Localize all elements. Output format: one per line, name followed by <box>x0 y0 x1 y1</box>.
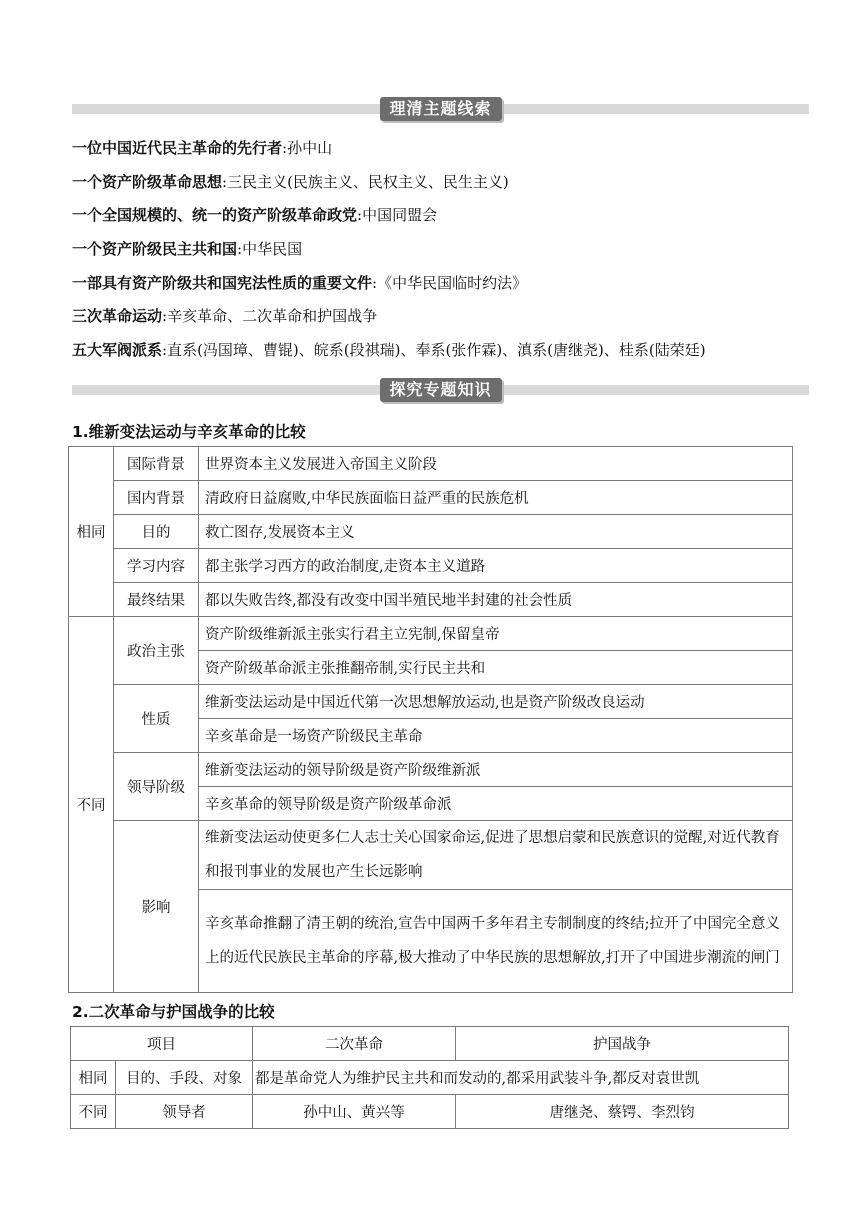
table-row <box>69 617 793 651</box>
row-text: 维新变法运动是中国近代第一次思想解放运动,也是资产阶级改良运动 <box>199 685 793 719</box>
row-item: 最终结果 <box>114 583 199 617</box>
section-banner-knowledge <box>72 378 809 402</box>
clue-value: :孙中山 <box>282 139 333 157</box>
table-header-row <box>71 1027 789 1061</box>
row-text: 都主张学习西方的政治制度,走资本主义道路 <box>199 549 793 583</box>
section2-title: 2.二次革命与护国战争的比较 <box>72 1003 275 1021</box>
column-header: 二次革命 <box>253 1027 456 1061</box>
clue-value: :三民主义(民族主义、民权主义、民生主义) <box>222 172 509 191</box>
clue-line <box>72 300 812 334</box>
table-row <box>69 753 793 787</box>
clue-line <box>72 166 812 200</box>
clue-key: 一部具有资产阶级共和国宪法性质的重要文件 <box>72 273 373 292</box>
clue-key: 一个资产阶级民主共和国 <box>72 240 238 259</box>
clue-line <box>72 267 812 301</box>
clue-value: :中华民国 <box>237 240 303 259</box>
comparison-table-1 <box>68 446 793 993</box>
row-text: 维新变法运动使更多仁人志士关心国家命运,促进了思想启蒙和民族意识的觉醒,对近代教育和报刊事业的发展也产生长远影响 <box>199 821 793 890</box>
table-row <box>69 447 793 481</box>
row-text: 维新变法运动的领导阶级是资产阶级维新派 <box>199 753 793 787</box>
table-row <box>69 821 793 890</box>
banner-label: 探究专题知识 <box>379 378 501 402</box>
row-text: 都以失败告终,都没有改变中国半殖民地半封建的社会性质 <box>199 583 793 617</box>
table-row <box>69 583 793 617</box>
table-row <box>69 685 793 719</box>
table-row <box>69 515 793 549</box>
clue-value: :中国同盟会 <box>357 206 438 225</box>
row-item: 政治主张 <box>114 617 199 685</box>
row-text: 唐继尧、蔡锷、李烈钧 <box>456 1095 789 1129</box>
row-item: 性质 <box>114 685 199 753</box>
clue-key: 一个资产阶级革命思想 <box>72 172 223 191</box>
row-text: 孙中山、黄兴等 <box>253 1095 456 1129</box>
section-banner-clue <box>72 97 809 121</box>
clue-key: 三次革命运动 <box>72 307 163 326</box>
clue-key: 一位中国近代民主革命的先行者 <box>72 139 283 157</box>
clue-list <box>72 132 812 368</box>
row-item: 领导阶级 <box>114 753 199 821</box>
clue-line <box>72 199 812 233</box>
row-text: 资产阶级革命派主张推翻帝制,实行民主共和 <box>199 651 793 685</box>
column-header: 项目 <box>71 1027 253 1061</box>
clue-key: 一个全国规模的、统一的资产阶级革命政党 <box>72 206 358 225</box>
table-row <box>69 481 793 515</box>
column-header: 护国战争 <box>456 1027 789 1061</box>
clue-key: 五大军阀派系 <box>72 341 163 360</box>
clue-line <box>72 132 812 166</box>
row-text: 清政府日益腐败,中华民族面临日益严重的民族危机 <box>199 481 793 515</box>
row-text: 辛亥革命推翻了清王朝的统治,宣告中国两千多年君主专制制度的终结;拉开了中国完全意义上的近代民族民主革命的序幕,极大推动了中华民族的思想解放,打开了中国进步潮流的闸门 <box>199 890 793 993</box>
group-label-same: 相同 <box>69 447 114 617</box>
row-item: 国际背景 <box>114 447 199 481</box>
row-text: 世界资本主义发展进入帝国主义阶段 <box>199 447 793 481</box>
row-text: 辛亥革命的领导阶级是资产阶级革命派 <box>199 787 793 821</box>
clue-value: :《中华民国临时约法》 <box>372 273 528 292</box>
row-label-same: 相同 <box>71 1061 116 1095</box>
banner-label: 理清主题线索 <box>379 97 501 121</box>
table-row <box>71 1095 789 1129</box>
row-text: 都是革命党人为维护民主共和而发动的,都采用武装斗争,都反对袁世凯 <box>253 1061 789 1095</box>
table-row <box>71 1061 789 1095</box>
clue-line <box>72 334 812 368</box>
row-text: 资产阶级维新派主张实行君主立宪制,保留皇帝 <box>199 617 793 651</box>
row-item: 影响 <box>114 821 199 993</box>
row-item: 国内背景 <box>114 481 199 515</box>
group-label-diff: 不同 <box>69 617 114 993</box>
row-item: 学习内容 <box>114 549 199 583</box>
row-label-diff: 不同 <box>71 1095 116 1129</box>
row-item: 目的、手段、对象 <box>116 1061 253 1095</box>
row-item: 领导者 <box>116 1095 253 1129</box>
row-item: 目的 <box>114 515 199 549</box>
row-text: 辛亥革命是一场资产阶级民主革命 <box>199 719 793 753</box>
section1-title: 1.维新变法运动与辛亥革命的比较 <box>72 423 306 441</box>
clue-value: :直系(冯国璋、曹锟)、皖系(段祺瑞)、奉系(张作霖)、滇系(唐继尧)、桂系(陆荣廷) <box>162 341 706 360</box>
clue-line <box>72 233 812 267</box>
table-row <box>69 549 793 583</box>
comparison-table-2 <box>70 1026 789 1129</box>
row-text: 救亡图存,发展资本主义 <box>199 515 793 549</box>
clue-value: :辛亥革命、二次革命和护国战争 <box>162 307 378 326</box>
